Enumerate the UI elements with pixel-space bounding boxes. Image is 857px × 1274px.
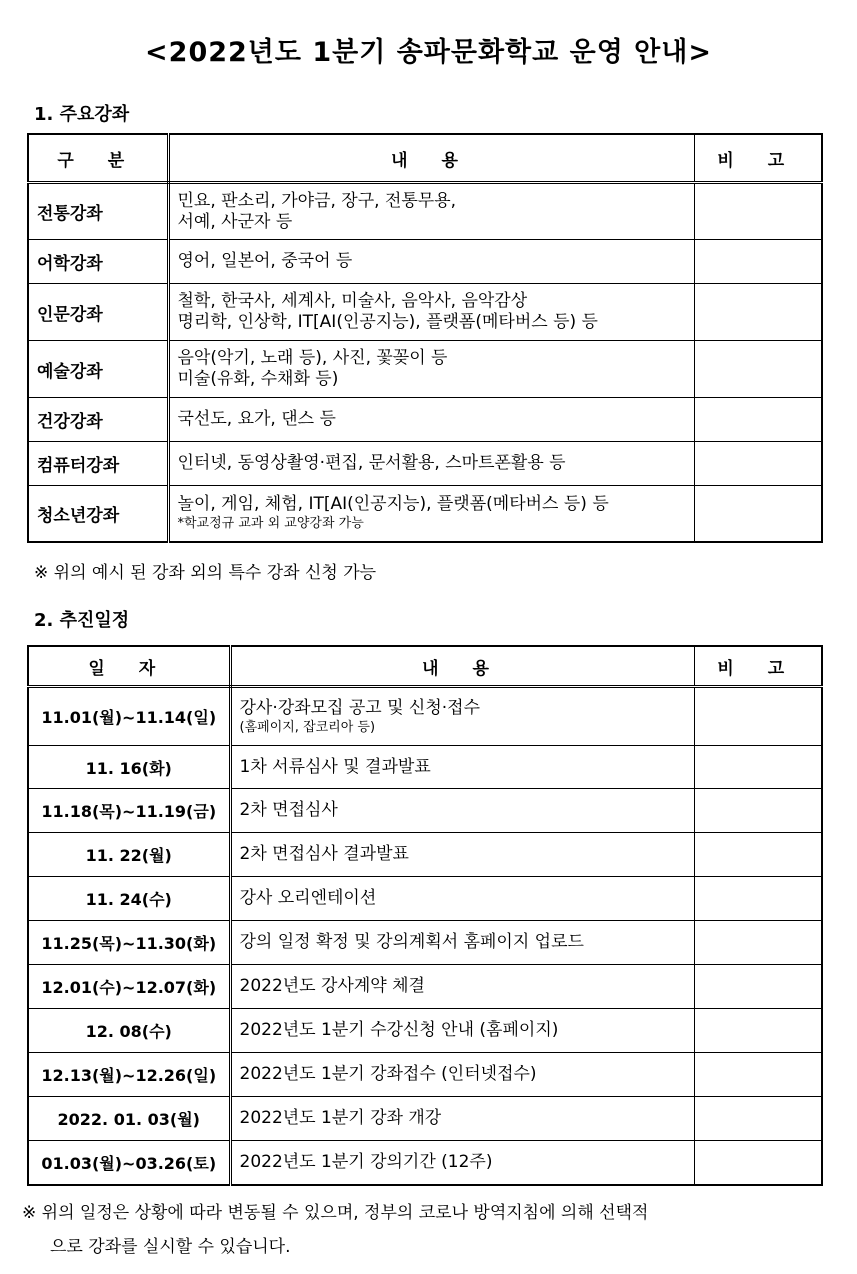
content-line: 서예, 사군자 등	[177, 211, 293, 232]
table-row	[28, 687, 822, 746]
row-date: 12.01(수)~12.07(화)	[28, 965, 230, 1009]
row-remarks	[694, 284, 822, 341]
page-title: <2022년도 1분기 송파문화학교 운영 안내>	[145, 37, 712, 68]
table-row	[28, 877, 822, 921]
header-category: 구 분	[28, 134, 168, 183]
row-content: 2022년도 1분기 강좌 개강	[230, 1097, 694, 1141]
row-content: 2차 면접심사	[230, 789, 694, 833]
row-date: 11. 22(월)	[28, 833, 230, 877]
table-row	[28, 183, 822, 240]
row-date: 12. 08(수)	[28, 1009, 230, 1053]
row-content: 2022년도 1분기 강의기간 (12주)	[230, 1141, 694, 1185]
row-date: 11.25(목)~11.30(화)	[28, 921, 230, 965]
row-content: 1차 서류심사 및 결과발표	[230, 746, 694, 789]
row-remarks	[694, 687, 822, 746]
row-category: 건강강좌	[28, 398, 168, 442]
row-remarks	[694, 1009, 822, 1053]
table-row	[28, 284, 822, 341]
header-content: 내 용	[168, 134, 694, 183]
row-date: 12.13(월)~12.26(일)	[28, 1053, 230, 1097]
table-row	[28, 921, 822, 965]
content-line: 민요, 판소리, 가야금, 장구, 전통무용,	[177, 190, 457, 211]
row-content: 2022년도 1분기 수강신청 안내 (홈페이지)	[230, 1009, 694, 1053]
row-remarks	[694, 789, 822, 833]
content-line: 음악(악기, 노래 등), 사진, 꽃꽂이 등	[177, 348, 448, 368]
row-remarks	[694, 1141, 822, 1185]
table-row	[28, 341, 822, 398]
row-remarks	[694, 341, 822, 398]
row-date: 01.03(월)~03.26(토)	[28, 1141, 230, 1185]
main-courses-table	[27, 133, 823, 543]
row-date: 11. 24(수)	[28, 877, 230, 921]
content-line: 놀이, 게임, 체험, IT[AI(인공지능), 플랫폼(메타버스 등) 등	[177, 494, 609, 515]
table-row	[28, 1141, 822, 1185]
content-line: 강사·강좌모집 공고 및 신청·접수	[239, 697, 481, 718]
row-content: 2022년도 강사계약 체결	[230, 965, 694, 1009]
row-content	[168, 398, 694, 442]
row-content: 2차 면접심사 결과발표	[230, 833, 694, 877]
row-remarks	[694, 746, 822, 789]
table-row	[28, 486, 822, 542]
row-date: 11.01(월)~11.14(일)	[28, 687, 230, 746]
header-date: 일 자	[28, 646, 230, 687]
row-category: 컴퓨터강좌	[28, 442, 168, 486]
content-subnote: (홈페이지, 잡코리아 등)	[239, 719, 376, 735]
row-content: 2022년도 1분기 강좌접수 (인터넷접수)	[230, 1053, 694, 1097]
row-remarks	[694, 183, 822, 240]
section-heading-schedule: 2. 추진일정	[34, 610, 130, 631]
row-remarks	[694, 398, 822, 442]
table-row	[28, 965, 822, 1009]
row-remarks	[694, 1097, 822, 1141]
table-row	[28, 442, 822, 486]
row-remarks	[694, 877, 822, 921]
content-line: 인터넷, 동영상촬영·편집, 문서활용, 스마트폰활용 등	[177, 453, 566, 473]
content-line: 철학, 한국사, 세계사, 미술사, 음악사, 음악감상	[177, 291, 528, 311]
header-remarks: 비 고	[694, 134, 822, 183]
row-category: 어학강좌	[28, 240, 168, 284]
schedule-footnote-line1: ※ 위의 일정은 상황에 따라 변동될 수 있으며, 정부의 코로나 방역지침에 의해 선택적	[22, 1203, 649, 1223]
row-content	[168, 486, 694, 542]
schedule-footnote-line2: 으로 강좌를 실시할 수 있습니다.	[50, 1237, 291, 1257]
row-remarks	[694, 833, 822, 877]
row-date: 2022. 01. 03(월)	[28, 1097, 230, 1141]
table-row	[28, 789, 822, 833]
table-row	[28, 1097, 822, 1141]
content-line: 국선도, 요가, 댄스 등	[177, 409, 336, 429]
table-header-row	[28, 134, 822, 183]
table-row	[28, 1053, 822, 1097]
row-content	[168, 240, 694, 284]
row-content	[168, 284, 694, 341]
table-header-row	[28, 646, 822, 687]
row-date: 11. 16(화)	[28, 746, 230, 789]
table-row	[28, 1009, 822, 1053]
row-date: 11.18(목)~11.19(금)	[28, 789, 230, 833]
row-content	[168, 183, 694, 240]
row-content: 강사 오리엔테이션	[230, 877, 694, 921]
header-remarks: 비 고	[694, 646, 822, 687]
row-remarks	[694, 486, 822, 542]
row-content	[230, 687, 694, 746]
row-category: 예술강좌	[28, 341, 168, 398]
content-subnote: *학교정규 교과 외 교양강좌 가능	[177, 516, 364, 532]
row-remarks	[694, 240, 822, 284]
header-content: 내 용	[230, 646, 694, 687]
table-row	[28, 746, 822, 789]
row-category: 인문강좌	[28, 284, 168, 341]
row-content: 강의 일정 확정 및 강의계획서 홈페이지 업로드	[230, 921, 694, 965]
row-content	[168, 341, 694, 398]
content-line: 명리학, 인상학, IT[AI(인공지능), 플랫폼(메타버스 등) 등	[177, 312, 598, 332]
section-heading-main-courses: 1. 주요강좌	[34, 104, 130, 125]
row-content	[168, 442, 694, 486]
row-remarks	[694, 442, 822, 486]
row-remarks	[694, 965, 822, 1009]
row-category: 청소년강좌	[28, 486, 168, 542]
row-remarks	[694, 921, 822, 965]
schedule-table	[27, 645, 823, 1186]
row-category: 전통강좌	[28, 183, 168, 240]
table-row	[28, 398, 822, 442]
content-line: 미술(유화, 수채화 등)	[177, 369, 339, 389]
row-remarks	[694, 1053, 822, 1097]
table-row	[28, 240, 822, 284]
table-row	[28, 833, 822, 877]
content-line: 영어, 일본어, 중국어 등	[177, 251, 353, 271]
courses-footnote: ※ 위의 예시 된 강좌 외의 특수 강좌 신청 가능	[34, 563, 377, 583]
